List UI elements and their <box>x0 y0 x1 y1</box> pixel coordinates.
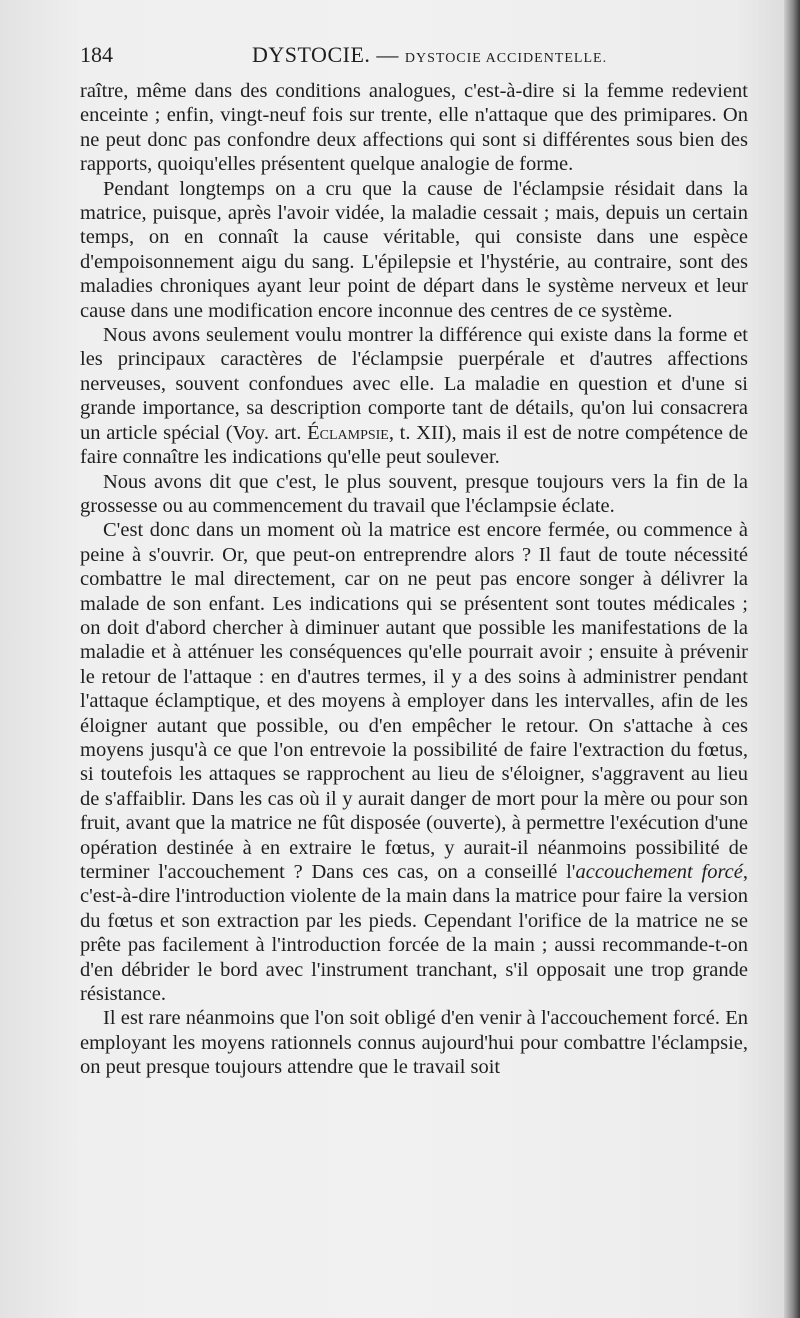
running-title <box>252 42 607 68</box>
paragraph-text: C'est donc dans un moment où la matrice est encore fermée, ou commence à peine à s'ouvrir. Or, que peut-on entreprendre alors ? Il faut de toute nécessité combattre le mal directement, car on ne peut pas encore songer à délivrer la malade de son enfant. Les indications qui se présentent sont toutes médicales ; on doit d'abord chercher à diminuer autant que possible les manifestations de la maladie et à atténuer les conséquences qu'elle pourrait avoir ; ensuite à prévenir le retour de l'attaque : en d'autres termes, il y a des soins à administrer pendant l'attaque éclamptique, et des moyens à employer dans les intervalles, afin de les éloigner autant que possible, ou d'en empêcher le retour. On s'attache à ces moyens jusqu'à ce que l'on entrevoie la possibilité de faire l'extraction du fœtus, si toutefois les attaques se rapprochent au lieu de s'éloigner, s'aggravent au lieu de s'affaiblir. Dans les cas où il y aurait danger de mort pour la mère ou pour son fruit, avant que la matrice ne fût disposée (ouverte), à permettre l'exécution d'une opération destinée à en extraire le fœtus, y aurait-il néanmoins possibilité de terminer l'accouchement ? Dans ces cas, on a conseillé l' <box>80 519 748 883</box>
page-edge-shadow <box>784 0 800 1318</box>
body-text <box>80 79 748 1080</box>
paragraph <box>80 470 748 519</box>
paragraph <box>80 323 748 469</box>
paragraph-text: Il est rare néanmoins que l'on soit obligé d'en venir à l'accouchement forcé. En employant les moyens rationnels connus aujourd'hui pour combattre l'éclampsie, on peut presque toujours attendre que le travail soit <box>80 1007 748 1079</box>
paragraph-text: Éclampsie <box>307 421 389 444</box>
running-title-separator: — <box>370 42 405 67</box>
paragraph-text: raître, même dans des conditions analogues, c'est-à-dire si la femme redevient enceinte ; enfin, vingt-neuf fois sur trente, elle n'attaque que des primipares. On ne peut donc pas confondre deux affections qui sont si différentes sous bien des rapports, quoiqu'elles présentent quelque analogie de forme. <box>80 80 748 176</box>
paragraph-text: Pendant longtemps on a cru que la cause de l'éclampsie résidait dans la matrice, puisque, après l'avoir vidée, la maladie cessait ; mais, depuis un certain temps, on en connaît la cause véritable, qui consiste dans une espèce d'empoisonnement aigu du sang. L'épilepsie et l'hystérie, au contraire, sont des maladies chroniques ayant leur point de départ dans le système nerveux et leur cause dans une modification encore inconnue des centres de ce système. <box>80 177 748 322</box>
paragraph <box>80 79 748 177</box>
paragraph-text: , t. XII), mais il est de notre compétence de faire connaître les indications qu'elle peut soulever. <box>80 421 748 469</box>
paragraph-text: , c'est-à-dire l'introduction violente de la main dans la matrice pour faire la version du fœtus et son extraction par les pieds. Cependant l'orifice de la matrice ne se prête pas facilement à l'introduction forcée de la main ; aussi recommande-t-on d'en débrider le bord avec l'instrument tranchant, s'il opposait une trop grande résistance. <box>80 861 748 1006</box>
paragraph <box>80 518 748 1006</box>
running-title-main: DYSTOCIE. <box>252 42 371 67</box>
page-number: 184 <box>80 42 113 67</box>
paragraph-text: Nous avons seulement voulu montrer la différence qui existe dans la forme et les principaux caractères de l'éclampsie puerpérale et d'autres affections nerveuses, souvent confondues avec elle. La maladie en question et d'une si grande importance, sa description comporte tant de détails, qu'on lui consacrera un article spécial (Voy. art. <box>80 324 748 444</box>
paragraph-text: Nous avons dit que c'est, le plus souvent, presque toujours vers la fin de la grossesse ou au commencement du travail que l'éclampsie éclate. <box>80 470 748 517</box>
paragraph-text: accouchement forcé <box>575 861 743 883</box>
running-header <box>80 38 748 70</box>
paragraph <box>80 1006 748 1079</box>
paragraph <box>80 177 748 323</box>
running-title-sub: DYSTOCIE ACCIDENTELLE. <box>404 51 608 66</box>
